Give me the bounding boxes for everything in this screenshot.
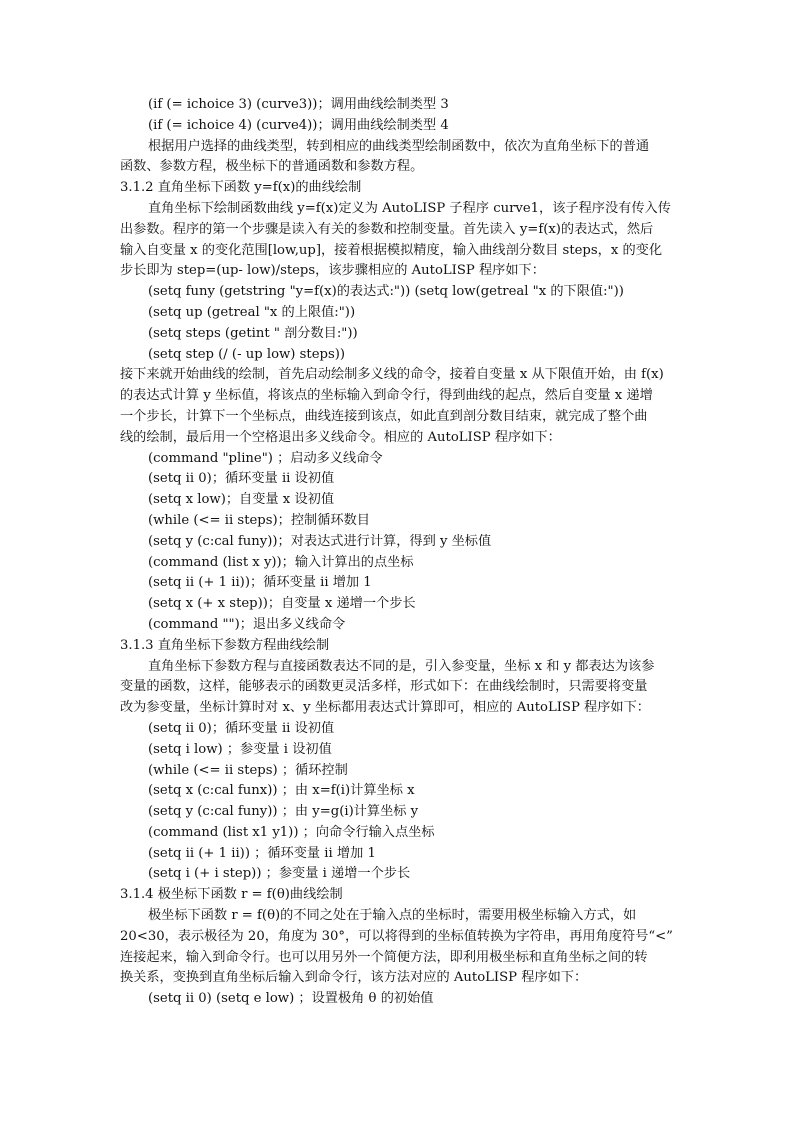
code-line: (command (list x y))；输入计算出的点坐标	[148, 554, 414, 570]
code-line: (setq y (c:cal funy))；对表达式进行计算，得到 y 坐标值	[148, 533, 492, 549]
code-line: (setq y (c:cal funy)) ；由 y=g(i)计算坐标 y	[148, 804, 419, 820]
code-line: (setq ii (+ 1 ii)) ；循环变量 ii 增加 1	[148, 845, 376, 861]
code-line: (while (<= ii steps) ；循环控制	[148, 762, 348, 778]
code-line: (setq ii 0) (setq e low) ；设置极角 θ 的初始值	[148, 991, 434, 1007]
paragraph-line: 变量的函数，这样，能够表示的函数更灵活多样，形式如下：在曲线绘制时，只需要将变量	[120, 679, 648, 695]
code-line: (command "pline") ；启动多义线命令	[148, 450, 383, 466]
paragraph-line: 输入自变量 x 的变化范围[low,up]，接着根据模拟精度，输入曲线剖分数目 steps，x 的变化	[120, 242, 663, 258]
paragraph-line: 步长即为 step=(up- low)/steps，该步骤相应的 AutoLISP 程序如下：	[120, 263, 545, 279]
section-heading: 3.1.3 直角坐标下参数方程曲线绘制	[120, 637, 330, 653]
paragraph-line: 线的绘制，最后用一个空格退出多义线命令。相应的 AutoLISP 程序如下：	[120, 429, 561, 445]
section-heading: 3.1.4 极坐标下函数 r = f(θ)曲线绘制	[120, 887, 343, 903]
code-line: (setq steps (getint " 剖分数目:"))	[148, 325, 358, 341]
paragraph-line: 的表达式计算 y 坐标值，将该点的坐标输入到命令行，得到曲线的起点，然后自变量 x 递增	[120, 388, 653, 404]
document-body	[120, 95, 676, 1010]
code-line: (command (list x1 y1)) ；向命令行输入点坐标	[148, 824, 435, 840]
code-line: (while (<= ii steps)；控制循环数目	[148, 512, 370, 528]
code-line: (setq ii 0)；循环变量 ii 设初值	[148, 720, 335, 736]
paragraph-line: 20<30，表示极径为 20，角度为 30°，可以将得到的坐标值转换为字符串，再用角度符号“<”	[120, 928, 673, 944]
code-line: (command "")；退出多义线命令	[148, 616, 346, 632]
paragraph-line: 函数、参数方程，极坐标下的普通函数和参数方程。	[120, 159, 424, 175]
paragraph-line: 连接起来，输入到命令行。也可以用另外一个简便方法，即利用极坐标和直角坐标之间的转	[120, 949, 648, 965]
code-line: (setq up (getreal "x 的上限值:"))	[148, 304, 356, 320]
code-line: (if (= ichoice 3) (curve3))；调用曲线绘制类型 3	[148, 97, 449, 112]
code-line: (setq ii (+ 1 ii))；循环变量 ii 增加 1	[148, 575, 372, 591]
code-line: (if (= ichoice 4) (curve4))；调用曲线绘制类型 4	[148, 117, 449, 133]
section-heading: 3.1.2 直角坐标下函数 y=f(x)的曲线绘制	[120, 180, 362, 196]
paragraph-first-line: 直角坐标下绘制函数曲线 y=f(x)定义为 AutoLISP 子程序 curve1，该子程序没有传入传	[148, 200, 671, 216]
paragraph-line: 出参数。程序的第一个步骤是读入有关的参数和控制变量。首先读入 y=f(x)的表达式，然后	[120, 221, 654, 237]
code-line: (setq i (+ i step)) ；参变量 i 递增一个步长	[148, 866, 411, 882]
code-line: (setq i low) ；参变量 i 设初值	[148, 741, 332, 757]
code-line: (setq step (/ (- up low) steps))	[148, 346, 346, 362]
paragraph-line: 改为参变量，坐标计算时对 x、y 坐标都用表达式计算即可，相应的 AutoLISP 程序如下：	[120, 700, 650, 716]
code-line: (setq x (+ x step))；自变量 x 递增一个步长	[148, 596, 416, 612]
paragraph-line: 一个步长，计算下一个坐标点，曲线连接到该点，如此直到剖分数目结束，就完成了整个曲	[120, 408, 648, 424]
code-line: (setq ii 0)；循环变量 ii 设初值	[148, 471, 335, 487]
paragraph-line: 接下来就开始曲线的绘制，首先启动绘制多义线的命令，接着自变量 x 从下限值开始，由 f(x)	[120, 367, 664, 383]
paragraph-first-line: 根据用户选择的曲线类型，转到相应的曲线类型绘制函数中，依次为直角坐标下的普通	[148, 138, 650, 154]
paragraph-first-line: 极坐标下函数 r = f(θ)的不同之处在于输入点的坐标时，需要用极坐标输入方式，如	[148, 908, 637, 924]
code-line: (setq funy (getstring "y=f(x)的表达式:")) (setq low(getreal "x 的下限值:"))	[148, 284, 624, 300]
code-line: (setq x low)；自变量 x 设初值	[148, 492, 335, 508]
code-line: (setq x (c:cal funx)) ；由 x=f(i)计算坐标 x	[148, 783, 415, 799]
paragraph-line: 换关系，变换到直角坐标后输入到命令行，该方法对应的 AutoLISP 程序如下：	[120, 970, 588, 986]
paragraph-first-line: 直角坐标下参数方程与直接函数表达不同的是，引入参变量，坐标 x 和 y 都表达为该参	[148, 658, 655, 674]
